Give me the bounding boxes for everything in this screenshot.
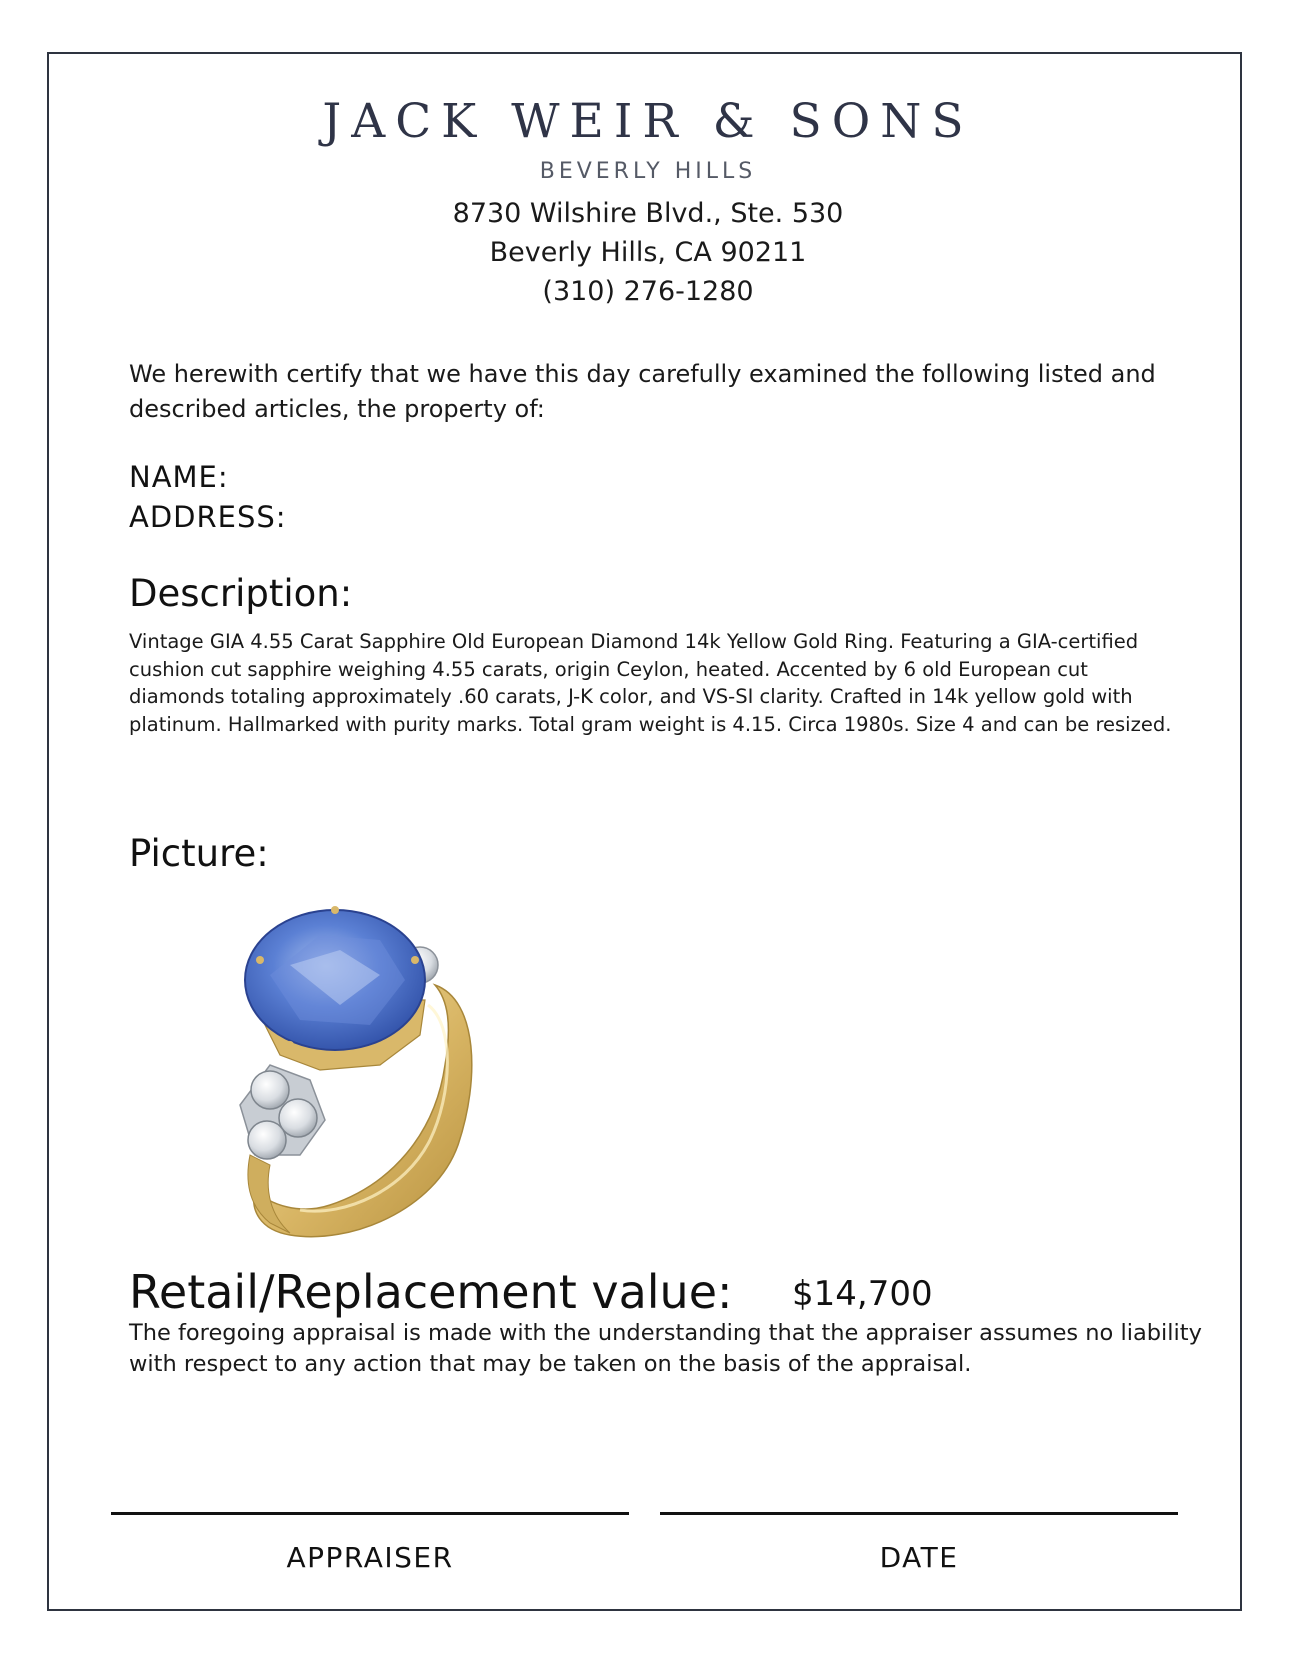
certification-intro: We herewith certify that we have this day carefully examined the following listed and described articles, the property of: (129, 360, 1156, 423)
ring-photo (230, 905, 500, 1245)
description-text: Vintage GIA 4.55 Carat Sapphire Old European Diamond 14k Yellow Gold Ring. Featuring a GIA-certified cushion cut sapphire weighing 4.55 carats, origin Ceylon, heated. Accented by 6 old European cut diamonds totaling approximately .60 carats, J-K color, and VS-SI clarity. Crafted in 14k yellow gold with platinum. Hallmarked with purity marks. Total gram weight is 4.15. Circa 1980s. Size 4 and can be resized. (129, 630, 1172, 736)
brand-name: JACK WEIR & SONS (322, 94, 974, 149)
brand-subtitle: BEVERLY HILLS (539, 159, 757, 184)
address-line-2: Beverly Hills, CA 90211 (489, 237, 807, 268)
retail-value-label: Retail/Replacement value: (129, 1265, 733, 1319)
phone-number: (310) 276-1280 (542, 276, 754, 307)
date-signature-line (660, 1512, 1178, 1515)
date-label: DATE (879, 1541, 959, 1574)
address-line-1: 8730 Wilshire Blvd., Ste. 530 (452, 198, 844, 229)
retail-value-amount: $14,700 (792, 1274, 933, 1314)
appraiser-signature-line (111, 1512, 629, 1515)
name-label: NAME: (129, 460, 229, 494)
picture-heading: Picture: (129, 832, 269, 875)
description-heading: Description: (129, 572, 353, 615)
appraisal-disclaimer: The foregoing appraisal is made with the understanding that the appraiser assumes no liability with respect to any action that may be taken on the basis of the appraisal. (129, 1320, 1202, 1377)
appraiser-label: APPRAISER (286, 1541, 454, 1574)
address-label: ADDRESS: (129, 500, 287, 534)
